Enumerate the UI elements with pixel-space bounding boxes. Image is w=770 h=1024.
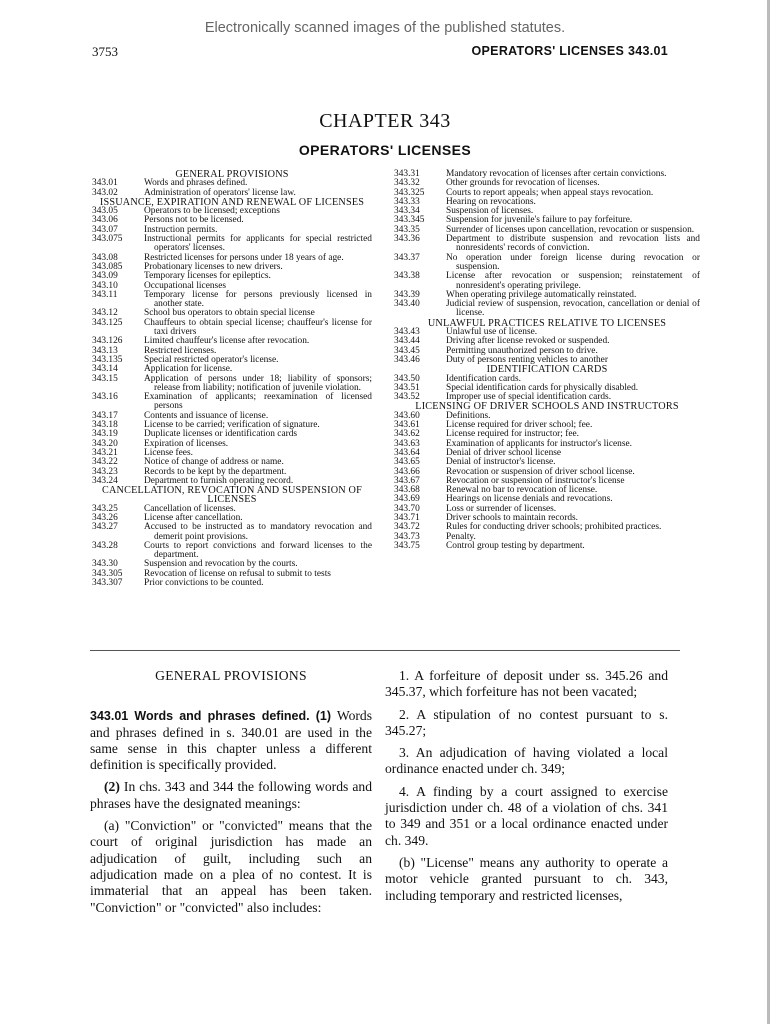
toc-entry [92,523,372,542]
toc-section-title: Operators to be licensed; exceptions [144,206,280,217]
toc-entry [92,235,372,254]
scan-banner: Electronically scanned images of the published statutes. [204,20,566,36]
toc-section-title: License to be carried; verification of signature. [144,420,320,431]
toc-section-title: Definitions. [446,410,491,421]
chapter-number: CHAPTER 343 [319,110,451,132]
toc-section-number: 343.39 [394,289,420,300]
toc-section-title: Revocation of license on refusal to submit to tests [144,568,331,579]
toc-section-title: Department to furnish operating record. [144,475,294,486]
toc-section-number: 343.135 [92,354,123,365]
toc-section-title: License fees. [144,447,193,458]
toc-section-title: Cancellation of licenses. [144,503,236,514]
toc-section-title: Examination of applicants for instructor's license. [446,438,633,449]
toc-section-number: 343.307 [92,578,123,589]
chapter-title: OPERATORS' LICENSES [298,142,472,158]
toc-section-number: 343.38 [394,271,420,282]
toc-section-number: 343.50 [394,373,420,384]
toc-entry [92,337,372,346]
paragraph-text: In chs. 343 and 344 the following words and phrases have the designated meanings: [90,779,372,811]
body-left-column [90,668,372,922]
toc-section-title: Duplicate licenses or identification cards [144,429,298,440]
toc-entry [394,300,700,319]
toc-section-number: 343.66 [394,466,420,477]
toc-section-title: Department to distribute suspension and revocation lists and nonresidents' records of conviction. [446,234,700,254]
toc-section-number: 343.13 [92,345,118,356]
toc-heading: ISSUANCE, EXPIRATION AND RENEWAL OF LICENSES [99,196,365,208]
paragraph-text: 4. A finding by a court assigned to exercise jurisdiction under ch. 48 of a violation of chs. 341 to 349 and 351 or a local ordinance enacted under ch. 349. [385,783,668,848]
toc-section-number: 343.64 [394,447,420,458]
toc-section-number: 343.125 [92,317,123,328]
toc-section-title: When operating privilege automatically reinstated. [446,289,637,300]
toc-section-number: 343.18 [92,420,118,431]
toc-section-number: 343.22 [92,457,118,468]
toc-section-title: Occupational licenses [144,280,226,291]
toc-entry [92,291,372,310]
toc-section-number: 343.08 [92,252,118,263]
toc-heading: UNLAWFUL PRACTICES RELATIVE TO LICENSES [427,317,667,329]
paragraph-text: (b) "License" means any authority to operate a motor vehicle granted pursuant to ch. 343, including temporary and restricted licenses, [385,854,668,903]
toc-entry [394,189,700,198]
toc-section-title: Examination of applicants; reexamination of licensed persons [144,392,372,412]
toc-section-number: 343.05 [92,206,118,217]
divider [90,650,680,651]
toc-section-title: Suspension of licenses. [446,206,534,217]
toc-section-title: Temporary license for persons previously licensed in another state. [144,289,372,310]
toc-section-title: Prior convictions to be counted. [144,578,264,589]
toc-section-number: 343.27 [92,522,118,533]
toc-section-title: Administration of operators' license law. [144,187,296,198]
toc-section-number: 343.70 [394,503,420,514]
toc-section-number: 343.075 [92,234,123,245]
toc-section-title: Courts to report appeals; when appeal stays revocation. [446,187,654,198]
toc-section-number: 343.02 [92,187,118,198]
toc-section-number: 343.72 [394,522,420,533]
toc-heading: IDENTIFICATION CARDS [486,364,608,376]
toc-section-title: Permitting unauthorized person to drive. [446,345,598,356]
toc-section-title: License required for instructor; fee. [446,429,580,440]
toc-section-title: Words and phrases defined. [144,178,248,189]
toc-section-title: Loss or surrender of licenses. [446,503,557,514]
toc-section-number: 343.43 [394,327,420,338]
toc-section-number: 343.35 [394,224,420,235]
toc-section-title: Control group testing by department. [446,540,585,551]
toc-section-title: Limited chauffeur's license after revocation. [144,336,310,347]
toc-section-number: 343.23 [92,466,118,477]
toc-section-number: 343.085 [92,261,123,272]
toc-section-title: Suspension for juvenile's failure to pay forfeiture. [446,215,633,226]
toc-section-title: Improper use of special identification cards. [446,392,612,403]
toc-section-number: 343.25 [92,503,118,514]
running-head: OPERATORS' LICENSES 343.01 [471,44,668,58]
toc-section-number: 343.44 [394,336,420,347]
toc-section-number: 343.24 [92,475,118,486]
toc-entry [92,272,372,281]
section-title: 343.01 Words and phrases defined. [90,709,310,724]
toc-section-number: 343.305 [92,568,123,579]
toc-entry [394,272,700,291]
toc-entry [92,319,372,338]
subsection-number: (2) [104,779,120,795]
toc-section-title: Application for license. [144,364,233,375]
toc-section-title: School bus operators to obtain special license [144,308,315,319]
toc-section-title: Contents and issuance of license. [144,410,269,421]
toc-section-number: 343.16 [92,392,118,403]
toc-entry [92,542,372,561]
toc-section-number: 343.63 [394,438,420,449]
toc-section-title: Special identification cards for physically disabled. [446,382,639,393]
toc-section-title: Rules for conducting driver schools; prohibited practices. [446,522,662,533]
toc-section-title: Probationary licenses to new drivers. [144,261,283,272]
toc-entry [394,523,700,532]
toc-section-number: 343.19 [92,429,118,440]
toc-section-number: 343.01 [92,178,118,189]
toc-section-number: 343.126 [92,336,123,347]
toc-entry [394,235,700,254]
paragraph-text: 3. An adjudication of having violated a local ordinance enacted under ch. 349; [385,745,668,777]
toc-entry [92,216,372,225]
toc-section-title: Suspension and revocation by the courts. [144,559,298,570]
toc-section-title: Accused to be instructed as to mandatory revocation and demerit point provisions. [144,522,372,542]
page-number: 3753 [92,44,118,59]
toc-section-title: Driving after license revoked or suspended. [446,336,610,347]
toc-heading: LICENSING OF DRIVER SCHOOLS AND INSTRUCTORS [415,401,679,413]
toc-section-title: Notice of change of address or name. [144,457,284,468]
toc-section-title: Unlawful use of license. [446,327,538,338]
toc-section-number: 343.12 [92,308,118,319]
toc-section-number: 343.20 [92,438,118,449]
toc-section-number: 343.51 [394,382,420,393]
toc-section-title: Denial of driver school license [446,447,562,458]
paragraph-text: (a) "Conviction" or "convicted" means that the court of original jurisdiction has made an adjudication of guilt, including such an adjudication made on a plea of no contest. It is immaterial that an appeal has been taken. "Conviction" or "convicted" also includes: [90,818,372,915]
paragraph-text: 2. A stipulation of no contest pursuant to s. 345.27; [385,706,668,738]
toc-section-number: 343.65 [394,457,420,468]
toc-entry [92,440,372,449]
toc-section-number: 343.61 [394,420,420,431]
toc-section-number: 343.67 [394,475,420,486]
toc-section-title: Restricted licenses for persons under 18 years of age. [144,252,344,263]
toc-section-number: 343.37 [394,252,420,263]
toc-section-title: Expiration of licenses. [144,438,229,449]
section-paragraph [90,779,372,812]
toc-section-number: 343.34 [394,206,420,217]
toc-section-number: 343.07 [92,224,118,235]
toc-section-title: Restricted licenses. [144,345,217,356]
toc-section-title: Revocation or suspension of driver school license. [446,466,635,477]
paragraph-text: 1. A forfeiture of deposit under ss. 345.26 and 345.37, which forfeiture has not been vacated; [385,668,668,700]
toc-section-number: 343.17 [92,410,118,421]
toc-section-title: Application of persons under 18; liability of sponsors; release from liability; notification of juvenile violation. [144,373,372,393]
toc-section-title: Hearings on license denials and revocations. [446,494,613,505]
toc-section-number: 343.26 [92,512,118,523]
toc-section-number: 343.325 [394,187,425,198]
toc-section-number: 343.33 [394,196,420,207]
toc-section-title: Penalty. [446,531,476,542]
toc-entry [92,430,372,439]
toc-section-number: 343.36 [394,234,420,245]
toc-section-title: Denial of instructor's license. [446,457,556,468]
body-right-column [385,668,668,910]
toc-section-number: 343.32 [394,178,420,189]
toc-section-title: Hearing on revocations. [446,196,536,207]
toc-entry [92,356,372,365]
toc-entry [92,579,372,588]
toc-section-title: Surrender of licenses upon cancellation, revocation or suspension. [446,224,695,235]
toc-entry [394,254,700,273]
toc-entry [394,542,700,551]
toc-section-title: Mandatory revocation of licenses after certain convictions. [446,169,667,179]
toc-section-title: Duty of persons renting vehicles to another [446,354,608,365]
toc-section-title: Revocation or suspension of instructor's license [446,475,625,486]
toc-section-title: Identification cards. [446,373,521,384]
toc-section-number: 343.15 [92,373,118,384]
toc-section-title: Instructional permits for applicants for special restricted operators' licenses. [144,234,372,254]
toc-section-number: 343.75 [394,540,420,551]
toc-section-title: Instruction permits. [144,224,218,235]
toc-section-title: Judicial review of suspension, revocation, cancellation or denial of license. [446,299,700,319]
toc-section-number: 343.40 [394,299,420,310]
toc-section-number: 343.69 [394,494,420,505]
toc-entry [394,198,700,207]
paragraph-text: Words and phrases defined in s. 340.01 are used in the same sense in this chapter unless a different definition is specifically provided. [90,708,372,773]
toc-section-number: 343.28 [92,540,118,551]
toc-entry [92,393,372,412]
toc-section-number: 343.71 [394,512,420,523]
subsection-number: (1) [315,709,331,724]
section-paragraph [90,708,372,773]
toc-section-title: License required for driver school; fee. [446,420,593,431]
toc-section-number: 343.345 [394,215,425,226]
toc-section-number: 343.73 [394,531,420,542]
toc-section-number: 343.14 [92,364,118,375]
toc-section-title: Special restricted operator's license. [144,354,279,365]
toc-section-title: Other grounds for revocation of licenses. [446,178,600,189]
toc-section-title: Records to be kept by the department. [144,466,287,477]
toc-section-number: 343.30 [92,559,118,570]
toc-section-number: 343.52 [394,392,420,403]
toc-section-number: 343.09 [92,271,118,282]
toc-section-title: Temporary licenses for epileptics. [144,271,271,282]
toc-section-title: No operation under foreign license during revocation or suspension. [446,252,700,272]
toc-left-column [92,170,372,588]
toc-section-title: Renewal no bar to revocation of license. [446,485,598,496]
section-heading: GENERAL PROVISIONS [155,668,307,683]
toc-section-title: License after cancellation. [144,512,243,523]
toc-section-title: Driver schools to maintain records. [446,512,578,523]
toc-section-number: 343.31 [394,169,420,179]
toc-section-number: 343.10 [92,280,118,291]
toc-section-number: 343.46 [394,354,420,365]
toc-section-title: License after revocation or suspension; reinstatement of nonresident's operating privilege. [446,271,700,291]
toc-section-number: 343.62 [394,429,420,440]
toc-entry [92,375,372,394]
toc-heading: GENERAL PROVISIONS [175,169,289,180]
toc-section-title: Chauffeurs to obtain special license; chauffeur's license for taxi drivers [144,317,372,338]
toc-section-number: 343.11 [92,289,118,300]
toc-heading: CANCELLATION, REVOCATION AND SUSPENSION OF LICENSES [102,485,362,506]
toc-section-number: 343.06 [92,215,118,226]
toc-section-number: 343.60 [394,410,420,421]
toc-section-number: 343.45 [394,345,420,356]
toc-section-number: 343.68 [394,485,420,496]
toc-section-number: 343.21 [92,447,118,458]
toc-section-title: Courts to report convictions and forward licenses to the department. [144,540,372,561]
toc-right-column [394,170,700,551]
toc-section-title: Persons not to be licensed. [144,215,244,226]
